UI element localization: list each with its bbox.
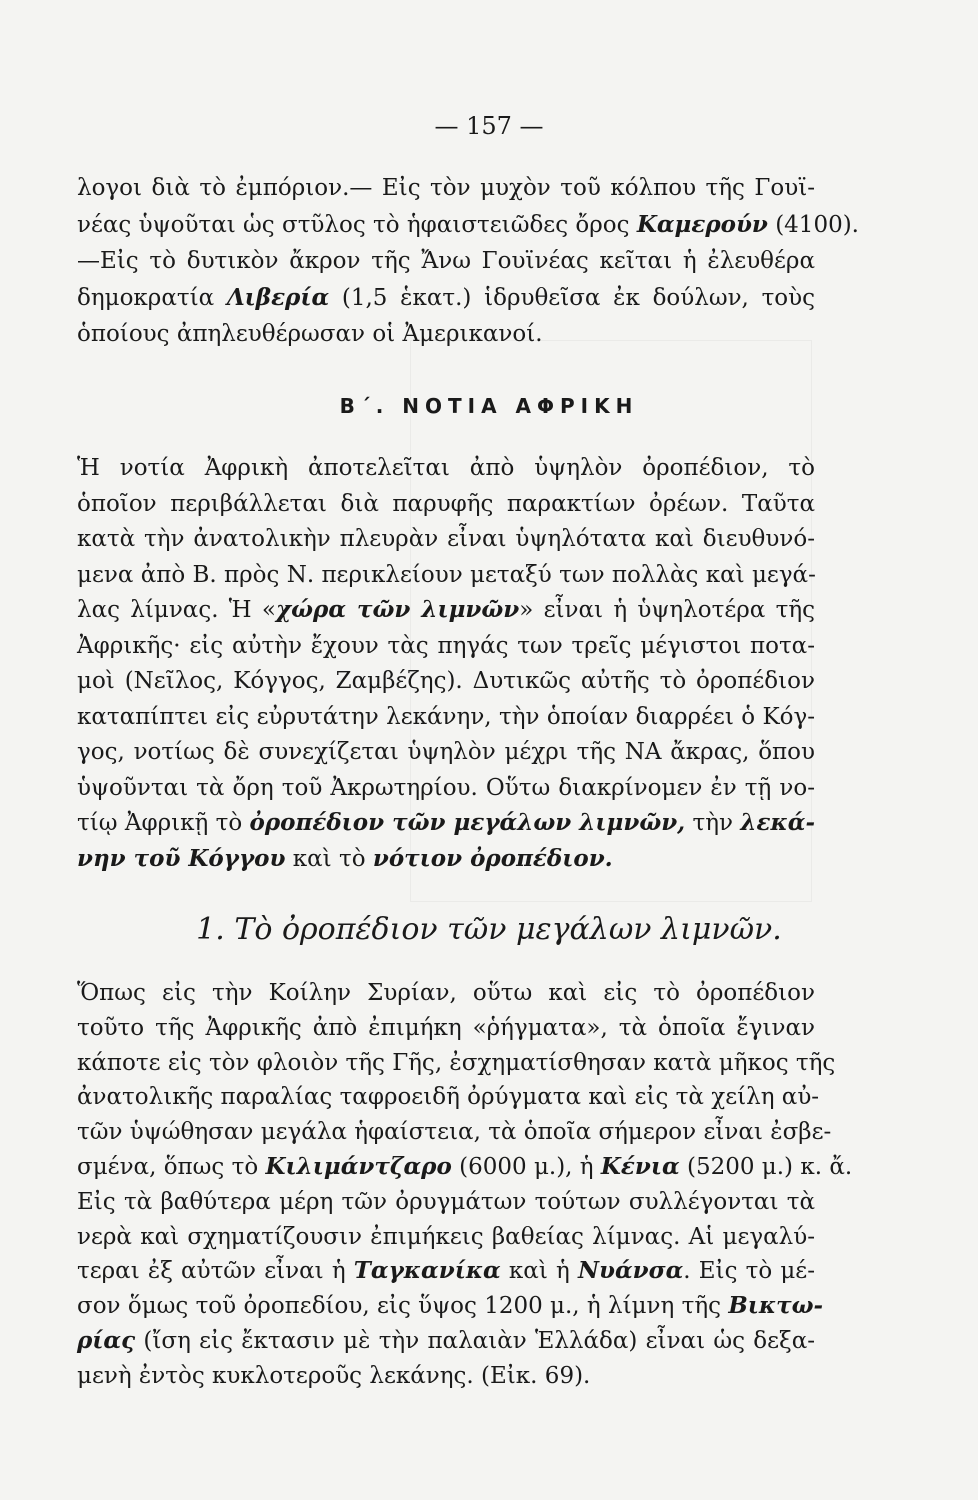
text-segment: νότιον ὀροπέδιον. (372, 844, 613, 872)
subsection-heading (0, 912, 978, 947)
text-line (77, 316, 815, 352)
text-segment: τὴν (685, 810, 741, 836)
text-line (77, 1079, 820, 1115)
text-segment: τίῳ Ἀφρικῇ τὸ (77, 810, 250, 836)
text-segment: Καμερούν (636, 210, 768, 238)
text-line (77, 699, 815, 735)
text-segment: (1,5 ἑκατ.) ἱδρυθεῖσα ἐκ δούλων, τοὺς (329, 284, 815, 311)
text-segment: δημοκρατία (77, 284, 227, 311)
text-line (77, 592, 815, 628)
text-segment: καταπίπτει εἰς εὐρυτάτην λεκάνην, τὴν ὁποίαν διαρρέει ὁ Κόγ- (77, 703, 815, 730)
text-segment: καὶ τὸ (285, 845, 373, 872)
text-line (77, 243, 815, 279)
text-segment: Εἰς τὰ βαθύτερα μέρη τῶν ὀρυγμάτων τούτων συλλέγονται τὰ (77, 1188, 815, 1215)
text-segment: ὁποῖον περιβάλλεται διὰ παρυφῆς παρακτίων ὀρέων. Ταῦτα (77, 490, 815, 517)
text-line (77, 486, 815, 522)
text-segment: χώρα τῶν λιμνῶν (276, 596, 520, 623)
text-segment: λεκά- (740, 809, 815, 836)
text-segment: ὀροπέδιον τῶν μεγάλων λιμνῶν, (249, 809, 686, 836)
text-line (77, 628, 815, 664)
text-line (77, 170, 815, 206)
text-segment: Λιβερία (226, 283, 330, 311)
text-line (77, 1184, 815, 1220)
text-line (77, 521, 815, 557)
text-line (77, 1045, 836, 1081)
text-segment: καὶ ἡ (500, 1258, 578, 1285)
text-segment: σον ὅμως τοῦ ὀροπεδίου, εἰς ὕψος 1200 μ., ἡ λίμνη τῆς (77, 1293, 729, 1320)
text-line (77, 1010, 815, 1046)
text-segment: γος, νοτίως δὲ συνεχίζεται ὑψηλὸν μέχρι τῆς ΝΑ ἄκρας, ὅπου (77, 739, 815, 765)
text-segment: νην τοῦ Κόγγου (77, 844, 286, 872)
text-segment: (5200 μ.) κ. ἄ. (679, 1154, 853, 1180)
text-segment: τῶν ὑψώθησαν μεγάλα ἡφαίστεια, τὰ ὁποῖα σήμερον εἶναι ἐσβε- (77, 1119, 832, 1146)
text-segment: τεραι ἐξ αὐτῶν εἶναι ἡ (77, 1258, 354, 1285)
text-segment: ὑψοῦνται τὰ ὄρη τοῦ Ἀκρωτηρίου. Οὕτω διακρίνομεν ἐν τῇ νο- (77, 774, 815, 801)
text-segment: Ταγκανίκα (353, 1257, 501, 1285)
subsection-title: Τὸ ὀροπέδιον τῶν μεγάλων λιμνῶν. (234, 912, 782, 947)
text-segment: λας λίμνας. Ἡ « (77, 597, 276, 623)
text-segment: (4100). (767, 211, 859, 238)
text-line (77, 557, 815, 593)
text-segment: —Εἰς τὸ δυτικὸν ἄκρον τῆς Ἄνω Γουϊνέας κεῖται ἡ ἐλευθέρα (77, 248, 815, 274)
text-segment: μοὶ (Νεῖλος, Κόγγος, Ζαμβέζης). Δυτικῶς αὐτῆς τὸ ὀροπέδιον (77, 668, 815, 694)
text-line (77, 450, 815, 486)
text-segment: κάποτε εἰς τὸν φλοιὸν τῆς Γῆς, ἐσχηματίσθησαν κατὰ μῆκος τῆς (77, 1049, 836, 1076)
text-segment: . Εἰς τὸ μέ- (683, 1258, 815, 1285)
text-line (77, 1149, 853, 1185)
text-segment: Ἡ νοτία Ἀφρικὴ ἀποτελεῖται ἀπὸ ὑψηλὸν ὀροπέδιον, τὸ (77, 455, 815, 481)
text-segment: (6000 μ.), ἡ (451, 1154, 601, 1180)
text-segment: Νυάνσα (577, 1257, 684, 1285)
subsection-number: 1. (196, 912, 225, 947)
text-line (77, 663, 815, 699)
text-line (77, 1219, 815, 1255)
section-title: Β΄. ΝΟΤΙΑ ΑΦΡΙΚΗ (339, 394, 639, 418)
text-segment: » εἶναι ἡ ὑψηλοτέρα τῆς (519, 597, 815, 623)
text-segment: ὁποίους ἀπηλευθέρωσαν οἱ Ἀμερικανοί. (77, 321, 543, 347)
text-line (77, 1253, 815, 1289)
text-line (77, 1358, 815, 1394)
text-segment: Κένια (600, 1153, 680, 1180)
text-line (77, 975, 815, 1011)
text-line (77, 734, 815, 770)
text-segment: Βικτω- (728, 1292, 824, 1320)
text-segment: μενὴ ἐντὸς κυκλοτεροῦς λεκάνης. (Εἰκ. 69). (77, 1362, 591, 1389)
text-line (77, 1114, 832, 1150)
text-segment: σμένα, ὅπως τὸ (77, 1154, 266, 1180)
text-segment: ἀνατολικῆς παραλίας ταφροειδῆ ὀρύγματα καὶ εἰς τὰ χείλη αὐ- (77, 1084, 820, 1111)
text-line (77, 1288, 824, 1324)
text-line (77, 207, 859, 243)
text-line (77, 841, 815, 877)
text-segment: (ἴση εἰς ἔκτασιν μὲ τὴν παλαιὰν Ἑλλάδα) εἶναι ὡς δεξα- (135, 1328, 815, 1354)
text-segment: κατὰ τὴν ἀνατολικὴν πλευρὰν εἶναι ὑψηλότατα καὶ διευθυνό- (77, 526, 815, 552)
text-segment: Ἀφρικῆς· εἰς αὐτὴν ἔχουν τὰς πηγάς των τρεῖς μέγιστοι ποτα- (77, 632, 815, 659)
text-segment: μενα ἀπὸ Β. πρὸς Ν. περικλείουν μεταξύ των πολλὰς καὶ μεγά- (77, 561, 816, 588)
text-segment: νέας ὑψοῦται ὡς στῦλος τὸ ἡφαιστειῶδες ὄρος (77, 211, 637, 238)
text-line (77, 805, 815, 841)
text-segment: ρίας (77, 1327, 136, 1354)
text-line (77, 1323, 815, 1359)
text-segment: Ὅπως εἰς τὴν Κοίλην Συρίαν, οὕτω καὶ εἰς τὸ ὀροπέδιον (77, 980, 815, 1006)
page-number: — 157 — (434, 112, 544, 140)
text-segment: Κιλιμάντζαρο (265, 1153, 452, 1180)
text-line (77, 770, 815, 806)
text-segment: νερὰ καὶ σχηματίζουσιν ἐπιμήκεις βαθείας λίμνας. Αἱ μεγαλύ- (77, 1223, 815, 1250)
text-segment: λογοι διὰ τὸ ἐμπόριον.— Εἰς τὸν μυχὸν τοῦ κόλπου τῆς Γουϊ- (77, 175, 815, 201)
text-segment: τοῦτο τῆς Ἀφρικῆς ἀπὸ ἐπιμήκη «ῥήγματα», τὰ ὁποῖα ἔγιναν (77, 1014, 815, 1041)
text-line (77, 280, 815, 316)
